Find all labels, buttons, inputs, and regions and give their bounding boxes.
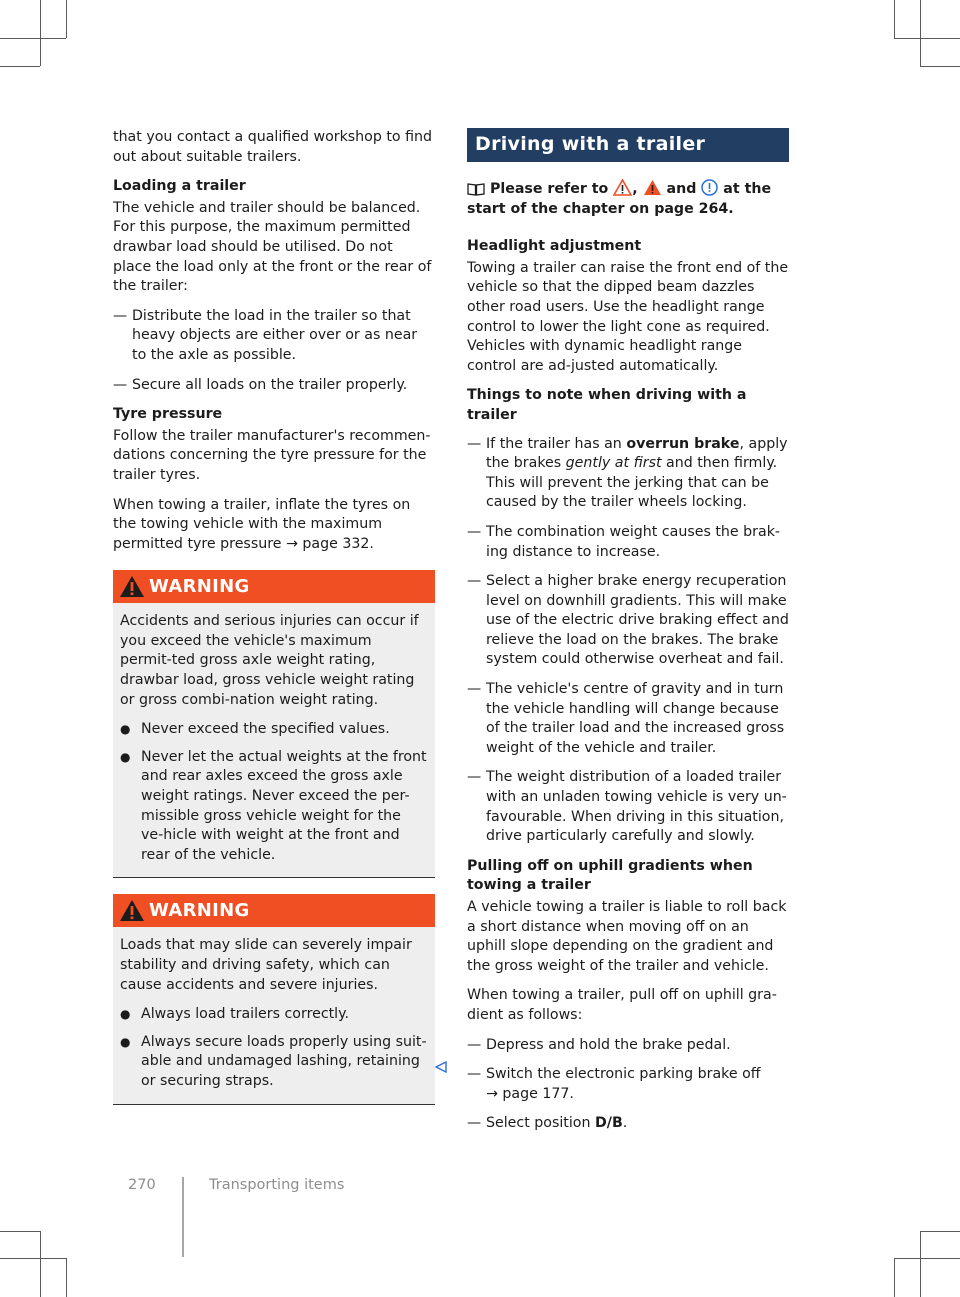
refer-comma: ,: [632, 181, 638, 197]
crop-mark: [920, 1231, 921, 1297]
warning-box: [113, 894, 435, 1104]
warning-text: Loads that may slide can severely impair stability and driving safety, which can cause accidents and severe injuries.: [120, 937, 412, 993]
warning-triangle-icon: [119, 899, 145, 922]
headlight-text: Towing a trailer can raise the front end of the vehicle so that the dipped beam dazzles other road users. Use the headlight range control to lower the light cone as required. Vehicles with dynamic headlight range control are ad-justed automatically.: [467, 259, 789, 374]
left-column: [113, 128, 435, 1119]
list-item: — Depress and hold the brake pedal.: [467, 1036, 789, 1056]
warning-title: WARNING: [149, 900, 250, 922]
crop-mark: [894, 38, 960, 39]
warning-outline-icon: [613, 179, 632, 196]
list-item: [467, 435, 789, 513]
warning-title: WARNING: [149, 575, 250, 597]
warning-text: Accidents and serious injuries can occur if you exceed the vehicle's maximum permit-ted gross axle weight rating, drawbar load, gross vehicle weight rating or gross combi-nation weight rating.: [120, 613, 419, 708]
book-icon: [467, 182, 485, 196]
list-item: — The combination weight causes the brak-ing distance to increase.: [467, 523, 789, 562]
uphill-list: [467, 1036, 789, 1134]
item-italic: gently at first: [565, 455, 662, 472]
tyre-text-2-body: When towing a trailer, inflate the tyres on the towing vehicle with the maximum permitted tyre pressure: [113, 496, 411, 552]
list-item: [467, 1065, 789, 1104]
right-column: [467, 128, 789, 1144]
info-circle-icon: [701, 179, 718, 196]
crop-mark: [40, 1231, 41, 1297]
crop-mark: [894, 0, 895, 38]
loading-heading: Loading a trailer: [113, 178, 246, 195]
warning-filled-icon: [643, 179, 662, 196]
list-item: — Distribute the load in the trailer so that heavy objects are either over or as near to the axle as possible.: [113, 307, 435, 366]
headlight-heading: Headlight adjustment: [467, 238, 642, 255]
warning-header: [113, 570, 435, 603]
warning-box: [113, 570, 435, 878]
warning-triangle-icon: [119, 575, 145, 598]
loading-text: The vehicle and trailer should be balanced. For this purpose, the maximum permitted drawbar load should be utilised. Do not place the load only at the front or the rear of the trailer:: [113, 199, 432, 295]
list-item: ● Never exceed the specified values.: [120, 720, 427, 740]
list-item: — Select a higher brake energy recuperation level on downhill gradients. This will make use of the electric drive braking effect and relieve the load on the brakes. The brake system could otherwise overheat and fail.: [467, 572, 789, 670]
crop-mark: [40, 0, 41, 66]
warning-list: [120, 720, 427, 865]
list-item: — The weight distribution of a loaded trailer with an unladen towing vehicle is very un-favourable. When driving in this situation, drive particularly carefully and slowly.: [467, 768, 789, 846]
item-bold: overrun brake: [626, 435, 740, 452]
chapter-title: Transporting items: [209, 1177, 345, 1193]
item-text: .: [622, 1115, 628, 1132]
refer-pre: Please refer to: [489, 181, 609, 197]
crop-mark: [0, 38, 66, 39]
page-reference-link[interactable]: page 177.: [502, 1085, 574, 1102]
crop-mark: [66, 0, 67, 38]
tyre-heading: Tyre pressure: [113, 406, 223, 423]
item-text: Switch the electronic parking brake off: [486, 1066, 761, 1083]
crop-mark: [920, 1231, 960, 1232]
uphill-text: A vehicle towing a trailer is liable to roll back a short distance when moving off on an uphill slope depending on the gradient and the gross weight of the trailer and vehicle.: [467, 899, 787, 974]
crop-mark: [0, 1231, 40, 1232]
crop-mark: [66, 1258, 67, 1297]
crop-mark: [920, 66, 960, 67]
intro-paragraph: that you contact a qualified workshop to find out about suitable trailers.: [113, 129, 433, 165]
crop-mark: [0, 66, 40, 67]
item-text: Select position: [486, 1115, 591, 1132]
crop-mark: [0, 1258, 66, 1259]
crop-mark: [894, 1258, 895, 1297]
crop-mark: [920, 0, 921, 66]
refer-and: and: [666, 181, 697, 197]
list-item: ● Always load trailers correctly.: [120, 1005, 427, 1025]
item-text: If the trailer has an: [486, 435, 622, 452]
things-list: [467, 435, 789, 847]
warning-list: [120, 1005, 427, 1091]
page-reference-link[interactable]: page 332.: [302, 535, 374, 552]
item-text: , apply the brakes: [486, 435, 788, 472]
section-end-triangle-icon: [435, 1061, 447, 1073]
refer-post: at the start of the chapter on page 264.: [467, 181, 772, 217]
item-text: and then firmly. This will prevent the jerking that can be caused by the trailer wheels locking.: [486, 455, 778, 511]
list-item: ● Never let the actual weights at the front and rear axles exceed the gross axle weight ratings. Never exceed the per-missible gross vehicle weight for the ve-hicle with weight at the front and rear of the vehicle.: [120, 748, 427, 866]
warning-header: [113, 894, 435, 927]
list-item: [467, 1114, 789, 1134]
list-item: ● Always secure loads properly using suit-able and undamaged lashing, retaining or securing straps.: [120, 1033, 427, 1092]
uphill-heading: Pulling off on uphill gradients when towing a trailer: [467, 857, 753, 894]
uphill-text-2: When towing a trailer, pull off on uphill gra-dient as follows:: [467, 987, 777, 1023]
warning-body: [113, 927, 435, 1103]
item-bold: D/B: [595, 1115, 623, 1132]
list-item: — Secure all loads on the trailer properly.: [113, 376, 435, 396]
tyre-text: Follow the trailer manufacturer's recommen-dations concerning the tyre pressure for the trailer tyres.: [113, 427, 431, 483]
chapter-reference: [467, 179, 789, 219]
warning-body: [113, 603, 435, 877]
tyre-text-2: [113, 496, 435, 555]
crop-mark: [894, 1258, 960, 1259]
page-number: 270: [128, 1177, 156, 1193]
list-item: — The vehicle's centre of gravity and in turn the vehicle handling will change because of the trailer load and the increased gross weight of the vehicle and trailer.: [467, 680, 789, 758]
section-title: Driving with a trailer: [467, 128, 789, 162]
things-heading: Things to note when driving with a trailer: [467, 387, 747, 423]
arrow-icon: →: [486, 1085, 498, 1102]
arrow-icon: →: [285, 535, 298, 552]
loading-list: [113, 307, 435, 395]
footer-divider: [182, 1177, 184, 1257]
